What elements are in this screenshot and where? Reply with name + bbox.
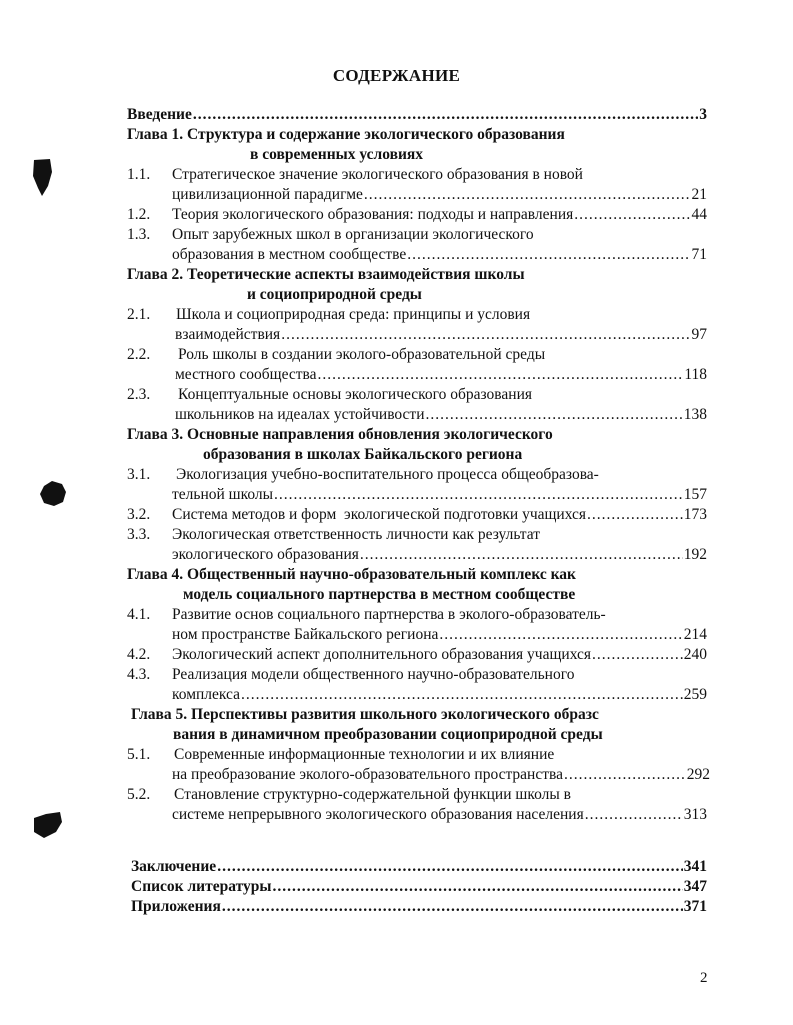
toc-item bbox=[127, 785, 707, 805]
toc-entry-intro bbox=[127, 105, 707, 125]
item-number: 4.2. bbox=[127, 646, 151, 663]
dot-leader bbox=[217, 857, 683, 877]
toc-item bbox=[127, 645, 707, 665]
chapter-heading-cont: и социоприродной среды bbox=[247, 286, 422, 303]
toc-page-number: 173 bbox=[683, 506, 707, 523]
item-number: 2.1. bbox=[127, 306, 151, 323]
toc-item-cont bbox=[172, 545, 707, 565]
item-number: 1.2. bbox=[127, 206, 151, 223]
scan-blot-icon bbox=[30, 158, 54, 198]
item-title: Становление структурно-содержательной функции школы в bbox=[174, 786, 571, 803]
dot-leader bbox=[585, 805, 683, 825]
item-title-cont: комплекса bbox=[172, 686, 241, 703]
item-title: Современные информационные технологии и их влияние bbox=[174, 746, 555, 763]
item-title-cont: экологического образования bbox=[172, 546, 359, 563]
page-number: 2 bbox=[700, 970, 708, 986]
dot-leader bbox=[364, 185, 691, 205]
toc-entry-label: Список литературы bbox=[131, 878, 272, 895]
item-title: Роль школы в создании эколого-образовательной среды bbox=[178, 346, 546, 363]
item-title-cont: системе непрерывного экологического образования населения bbox=[172, 806, 584, 823]
dot-leader bbox=[222, 897, 683, 917]
toc-item-cont bbox=[172, 185, 707, 205]
item-number: 4.1. bbox=[127, 606, 151, 623]
item-title: Система методов и форм экологической подготовки учащихся bbox=[172, 506, 587, 523]
toc-page-number: 3 bbox=[699, 106, 707, 123]
dot-leader bbox=[274, 485, 683, 505]
item-number: 5.1. bbox=[127, 746, 151, 763]
chapter-heading-cont: модель социального партнерства в местном сообществе bbox=[183, 586, 576, 603]
dot-leader bbox=[281, 325, 690, 345]
item-title-cont: цивилизационной парадигме bbox=[172, 186, 363, 203]
toc-item bbox=[127, 305, 707, 325]
toc-page-number: 259 bbox=[683, 686, 707, 703]
toc-page-number: 341 bbox=[683, 858, 707, 875]
toc-page-number: 371 bbox=[683, 898, 707, 915]
dot-leader bbox=[360, 545, 683, 565]
item-title: Экологический аспект дополнительного образования учащихся bbox=[172, 646, 592, 663]
chapter-heading: Глава 5. Перспективы развития школьного экологического образс bbox=[131, 706, 599, 723]
toc-item bbox=[127, 525, 707, 545]
dot-leader bbox=[407, 245, 690, 265]
toc-entry-label: Введение bbox=[127, 106, 192, 123]
toc-item-cont bbox=[172, 805, 707, 825]
toc-page-number: 97 bbox=[691, 326, 707, 343]
item-title: Школа и социоприродная среда: принципы и условия bbox=[176, 306, 531, 323]
dot-leader bbox=[587, 505, 683, 525]
chapter-heading-cont: образования в школах Байкальского региона bbox=[203, 446, 523, 463]
toc-page-number: 138 bbox=[683, 406, 707, 423]
item-title-cont: тельной школы bbox=[172, 486, 274, 503]
scan-blot-icon bbox=[30, 810, 64, 840]
item-number: 3.3. bbox=[127, 526, 151, 543]
toc-item-row bbox=[172, 205, 707, 225]
toc-item-cont bbox=[172, 685, 707, 705]
chapter-heading-cont: в современных условиях bbox=[250, 146, 424, 163]
chapter-heading: Глава 4. Общественный научно-образовательный комплекс как bbox=[127, 566, 576, 583]
toc-item-cont bbox=[172, 765, 710, 785]
item-title: Развитие основ социального партнерства в эколого-образователь- bbox=[172, 606, 606, 623]
toc-item bbox=[127, 225, 707, 245]
dot-leader bbox=[592, 645, 683, 665]
toc-item bbox=[127, 345, 707, 365]
toc-item-cont bbox=[175, 365, 707, 385]
page-title: СОДЕРЖАНИЕ bbox=[332, 66, 461, 85]
toc-page-number: 118 bbox=[684, 366, 707, 383]
item-title: Реализация модели общественного научно-образовательного bbox=[172, 666, 575, 683]
dot-leader bbox=[193, 105, 698, 125]
chapter-heading-cont: вания в динамичном преобразовании социоприродной среды bbox=[173, 726, 603, 743]
toc-item-cont bbox=[175, 325, 707, 345]
toc-page-number: 157 bbox=[683, 486, 707, 503]
toc-item-row bbox=[172, 645, 707, 665]
toc-item bbox=[127, 465, 707, 485]
item-number: 3.1. bbox=[127, 466, 151, 483]
item-title: Опыт зарубежных школ в организации экологического bbox=[172, 226, 534, 243]
dot-leader bbox=[241, 685, 683, 705]
item-number: 5.2. bbox=[127, 786, 151, 803]
dot-leader bbox=[317, 365, 683, 385]
toc-entry-label: Заключение bbox=[131, 858, 217, 875]
item-number: 1.3. bbox=[127, 226, 151, 243]
toc-page-number: 44 bbox=[691, 206, 707, 223]
chapter-heading: Глава 3. Основные направления обновления экологического bbox=[127, 426, 553, 443]
dot-leader bbox=[426, 405, 683, 425]
item-title-cont: школьников на идеалах устойчивости bbox=[175, 406, 425, 423]
toc-entry-appendices bbox=[131, 897, 707, 917]
toc-entry-bibliography bbox=[131, 877, 707, 897]
toc-entry-conclusion bbox=[131, 857, 707, 877]
toc-entry-label: Приложения bbox=[131, 898, 221, 915]
item-title: Экологизация учебно-воспитательного процесса общеобразова- bbox=[176, 466, 599, 483]
item-number: 4.3. bbox=[127, 666, 151, 683]
item-number: 2.2. bbox=[127, 346, 151, 363]
item-title: Теория экологического образования: подходы и направления bbox=[172, 206, 574, 223]
item-number: 2.3. bbox=[127, 386, 151, 403]
dot-leader bbox=[574, 205, 690, 225]
toc-item bbox=[127, 505, 707, 525]
item-title-cont: местного сообщества bbox=[175, 366, 317, 383]
toc-item bbox=[127, 605, 707, 625]
toc-item bbox=[127, 745, 707, 765]
toc-page-number: 292 bbox=[686, 766, 710, 783]
toc-page-number: 71 bbox=[691, 246, 707, 263]
item-number: 1.1. bbox=[127, 166, 151, 183]
item-title: Концептуальные основы экологического образования bbox=[178, 386, 533, 403]
toc-page-number: 21 bbox=[691, 186, 707, 203]
item-title-cont: образования в местном сообществе bbox=[172, 246, 407, 263]
toc-item-cont bbox=[172, 245, 707, 265]
dot-leader bbox=[439, 625, 682, 645]
toc-page-number: 214 bbox=[683, 626, 707, 643]
item-title-cont: ном пространстве Байкальского региона bbox=[172, 626, 439, 643]
item-title: Стратегическое значение экологического образования в новой bbox=[172, 166, 583, 183]
chapter-heading: Глава 1. Структура и содержание экологического образования bbox=[127, 126, 565, 143]
toc-item bbox=[127, 165, 707, 185]
toc-item-cont bbox=[172, 485, 707, 505]
toc-item-cont bbox=[172, 625, 707, 645]
toc-item bbox=[127, 385, 707, 405]
toc-item-cont bbox=[175, 405, 707, 425]
toc-item bbox=[127, 205, 707, 225]
toc-page-number: 313 bbox=[683, 806, 707, 823]
chapter-heading: Глава 2. Теоретические аспекты взаимодействия школы bbox=[127, 266, 525, 283]
item-title-cont: на преобразование эколого-образовательного пространства bbox=[172, 766, 564, 783]
toc-page-number: 347 bbox=[683, 878, 707, 895]
toc-item-row bbox=[172, 505, 707, 525]
item-number: 3.2. bbox=[127, 506, 151, 523]
item-title-cont: взаимодействия bbox=[175, 326, 281, 343]
item-title: Экологическая ответственность личности как результат bbox=[172, 526, 541, 543]
toc-page-number: 240 bbox=[683, 646, 707, 663]
dot-leader bbox=[564, 765, 686, 785]
scan-blot-icon bbox=[38, 478, 68, 508]
toc-item bbox=[127, 665, 707, 685]
dot-leader bbox=[272, 877, 682, 897]
toc-page-number: 192 bbox=[683, 546, 707, 563]
